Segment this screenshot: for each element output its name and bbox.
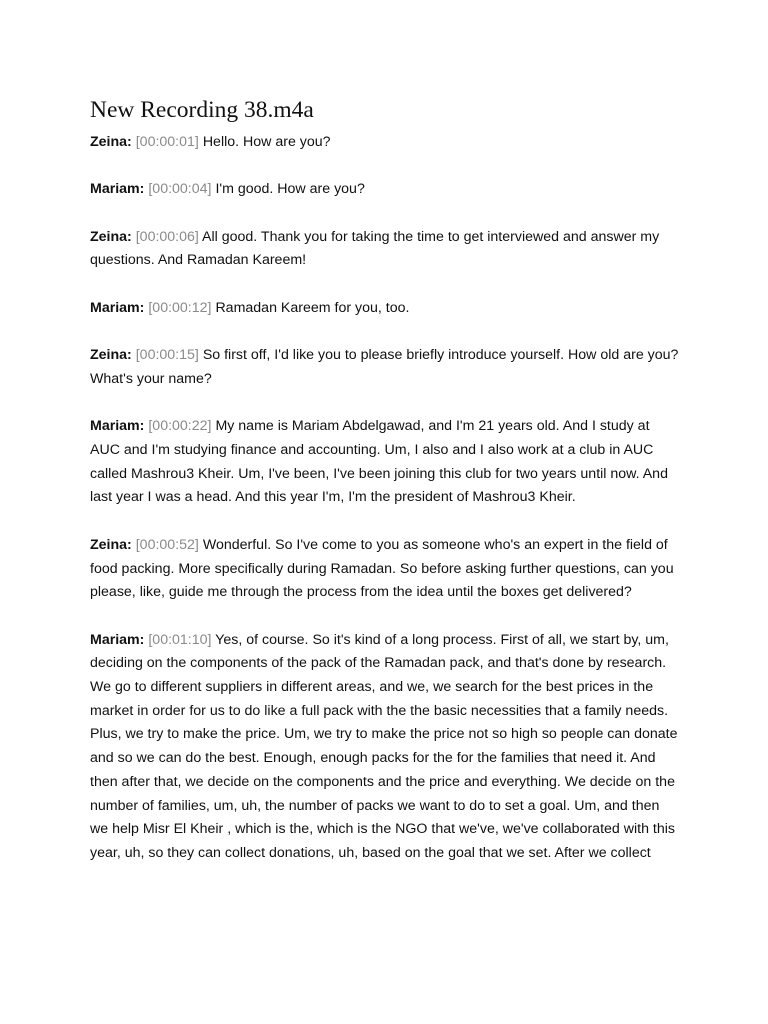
speaker-name: Mariam: xyxy=(90,631,145,648)
speaker-name: Mariam: xyxy=(90,299,145,316)
timestamp: [00:00:01] xyxy=(135,134,199,150)
utterance-text: All good. Thank you for taking the time to get interviewed and answer my questions. And Ramadan Kareem! xyxy=(90,228,660,269)
timestamp: [00:00:12] xyxy=(148,299,212,316)
timestamp: [00:00:06] xyxy=(135,228,199,245)
speaker-name: Mariam: xyxy=(90,418,145,435)
utterance-text: Wonderful. So I've come to you as someone who's an expert in the field of food packing. More specifically during Ramadan. So before asking further questions, can you please, like, guide me through the process from the idea until the boxes get delivered? xyxy=(90,536,674,601)
speaker-name: Zeina: xyxy=(90,347,132,364)
timestamp: [00:00:04] xyxy=(148,181,212,198)
speaker-name: Mariam: xyxy=(90,181,145,198)
utterance-text: Ramadan Kareem for you, too. xyxy=(215,299,410,316)
timestamp: [00:00:22] xyxy=(148,418,212,435)
document-title: New Recording 38.m4a xyxy=(90,97,314,123)
transcript-entry xyxy=(90,534,680,605)
timestamp: [00:00:52] xyxy=(135,536,199,553)
speaker-name: Zeina: xyxy=(90,228,132,245)
transcript-entry xyxy=(90,629,680,866)
timestamp: [00:01:10] xyxy=(148,631,212,648)
transcript-entry xyxy=(90,131,680,155)
utterance-text: Hello. How are you? xyxy=(202,134,331,150)
utterance-text: My name is Mariam Abdelgawad, and I'm 21 years old. And I study at AUC and I'm studying finance and accounting. Um, I also and I also work at a club in AUC called Mashrou3 Kheir. Um, I've been, I've been joining this club for two years until now. And last year I was a head. And this year I'm, I'm the president of Mashrou3 Kheir. xyxy=(90,418,668,506)
transcript-entry xyxy=(90,297,680,321)
timestamp: [00:00:15] xyxy=(135,347,199,364)
transcript-page xyxy=(90,94,680,889)
transcript-entry xyxy=(90,226,680,273)
utterance-text: So first off, I'd like you to please briefly introduce yourself. How old are you? What's your name? xyxy=(90,347,679,387)
speaker-name: Zeina: xyxy=(90,134,132,150)
transcript-entry xyxy=(90,344,680,391)
transcript-entry xyxy=(90,415,680,510)
transcript-entry xyxy=(90,178,680,202)
speaker-name: Zeina: xyxy=(90,536,132,553)
utterance-text: Yes, of course. So it's kind of a long process. First of all, we start by, um, deciding on the components of the pack of the Ramadan pack, and that's done by research. We go to different suppliers in different areas, and we, we search for the best prices in the market in order for us to do like a full pack with the the basic necessities that a family needs. Plus, we try to make the price. Um, we try to make the price not so high so people can donate and so we can do the best. Enough, enough packs for the for the families that need it. And then after that, we decide on the components and the price and everything. We decide on the number of families, um, uh, the number of packs we want to do to set a goal. Um, and then we help Misr El Kheir , which is the, which is the NGO that we've, we've collaborated with this year, uh, so they can collect donations, uh, based on the goal that we set. After we collect xyxy=(90,631,678,861)
utterance-text: I'm good. How are you? xyxy=(215,181,365,198)
